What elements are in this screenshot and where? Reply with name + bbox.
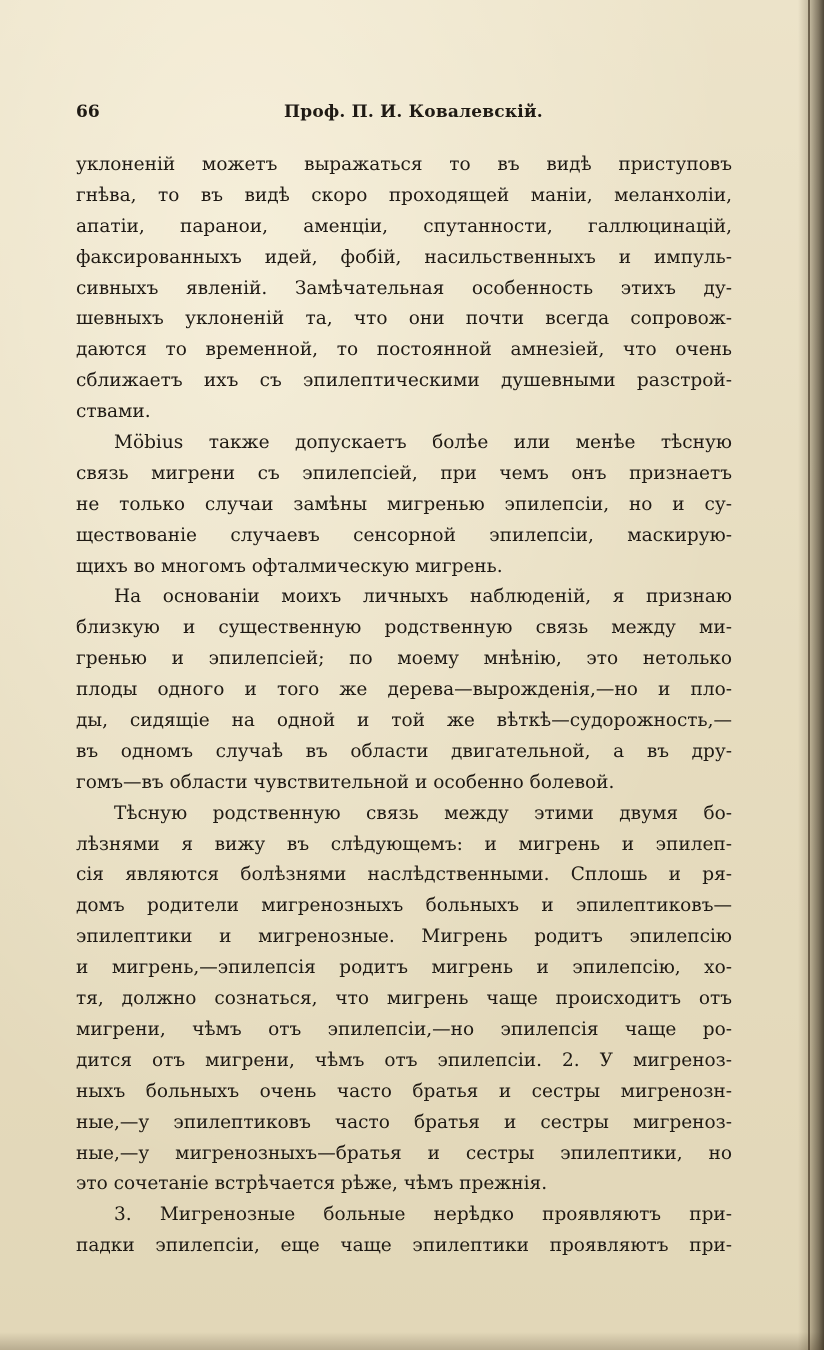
text-line: ществованіе случаевъ сенсорной эпилепсіи, маскирую- [76, 524, 732, 546]
text-line: падки эпилепсіи, еще чаще эпилептики проявляютъ при- [76, 1235, 732, 1257]
text-line: ные,—у эпилептиковъ часто братья и сестры мигреноз- [76, 1111, 732, 1133]
text-line: щихъ во многомъ офталмическую мигрень. [76, 555, 503, 577]
text-line: близкую и существенную родственную связь между ми- [76, 617, 732, 639]
text-line: Möbius также допускаетъ болѣе или менѣе тѣсную [114, 432, 732, 454]
text-line: даются то временной, то постоянной амнезіей, что очень [76, 339, 732, 361]
text-line: въ одномъ случаѣ въ области двигательной, а въ дру- [76, 740, 732, 762]
text-line: связь мигрени съ эпилепсіей, при чемъ онъ признаетъ [76, 462, 732, 484]
text-line: Тѣсную родственную связь между этими двумя бо- [114, 802, 732, 824]
text-line: 3. Мигренозные больные нерѣдко проявляютъ при- [114, 1204, 732, 1226]
text-line: лѣзнями я вижу въ слѣдующемъ: и мигрень и эпилеп- [76, 833, 732, 855]
text-line: На основаніи моихъ личныхъ наблюденій, я признаю [114, 586, 732, 608]
text-line: факсированныхъ идей, фобій, насильственныхъ и импуль- [76, 246, 732, 268]
text-line: ныхъ больныхъ очень часто братья и сестры мигренозн- [76, 1080, 732, 1102]
running-head: Проф. П. И. Ковалевскій. [284, 102, 543, 122]
spine-shadow [798, 0, 824, 1350]
bottom-edge-shadow [0, 1332, 824, 1350]
text-line: ды, сидящіе на одной и той же вѣткѣ—судорожность,— [76, 710, 732, 732]
text-line: тя, должно сознаться, что мигрень чаще происходитъ отъ [76, 988, 732, 1010]
text-line: шевныхъ уклоненій та, что они почти всегда сопровож- [76, 308, 732, 330]
text-line: сія являются болѣзнями наслѣдственными. Сплошь и ря- [76, 864, 732, 886]
text-line: гнѣва, то въ видѣ скоро проходящей маніи, меланхоліи, [76, 184, 732, 206]
text-line: не только случаи замѣны мигренью эпилепсіи, но и су- [76, 493, 732, 515]
text-line: гренью и эпилепсіей; по моему мнѣнію, это нетолько [76, 648, 732, 670]
text-line: уклоненій можетъ выражаться то въ видѣ приступовъ [76, 154, 732, 175]
text-line: домъ родители мигренозныхъ больныхъ и эпилептиковъ— [76, 895, 732, 917]
text-line: сближаетъ ихъ съ эпилептическими душевными разстрой- [76, 370, 732, 392]
text-line: это сочетаніе встрѣчается рѣже, чѣмъ прежнія. [76, 1173, 548, 1195]
text-line: дится отъ мигрени, чѣмъ отъ эпилепсіи. 2. У мигреноз- [76, 1049, 732, 1071]
text-line: плоды одного и того же дерева—вырожденія,—но и пло- [76, 679, 732, 701]
text-line: ные,—у мигренозныхъ—братья и сестры эпилептики, но [76, 1142, 732, 1164]
page-header [76, 102, 736, 130]
body-text [76, 150, 732, 1262]
text-line: гомъ—въ области чувствительной и особенно болевой. [76, 771, 615, 793]
text-line: сивныхъ явленій. Замѣчательная особенность этихъ ду- [76, 277, 732, 299]
text-line: и мигрень,—эпилепсія родитъ мигрень и эпилепсію, хо- [76, 957, 732, 979]
text-line: ствами. [76, 401, 151, 423]
text-line: мигрени, чѣмъ отъ эпилепсіи,—но эпилепсія чаще ро- [76, 1018, 732, 1040]
text-line: апатіи, паранои, аменціи, спутанности, галлюцинацій, [76, 215, 732, 237]
page-number: 66 [76, 102, 100, 122]
text-line: эпилептики и мигренозные. Мигрень родитъ эпилепсію [76, 926, 732, 948]
spine-edge [808, 0, 810, 1350]
